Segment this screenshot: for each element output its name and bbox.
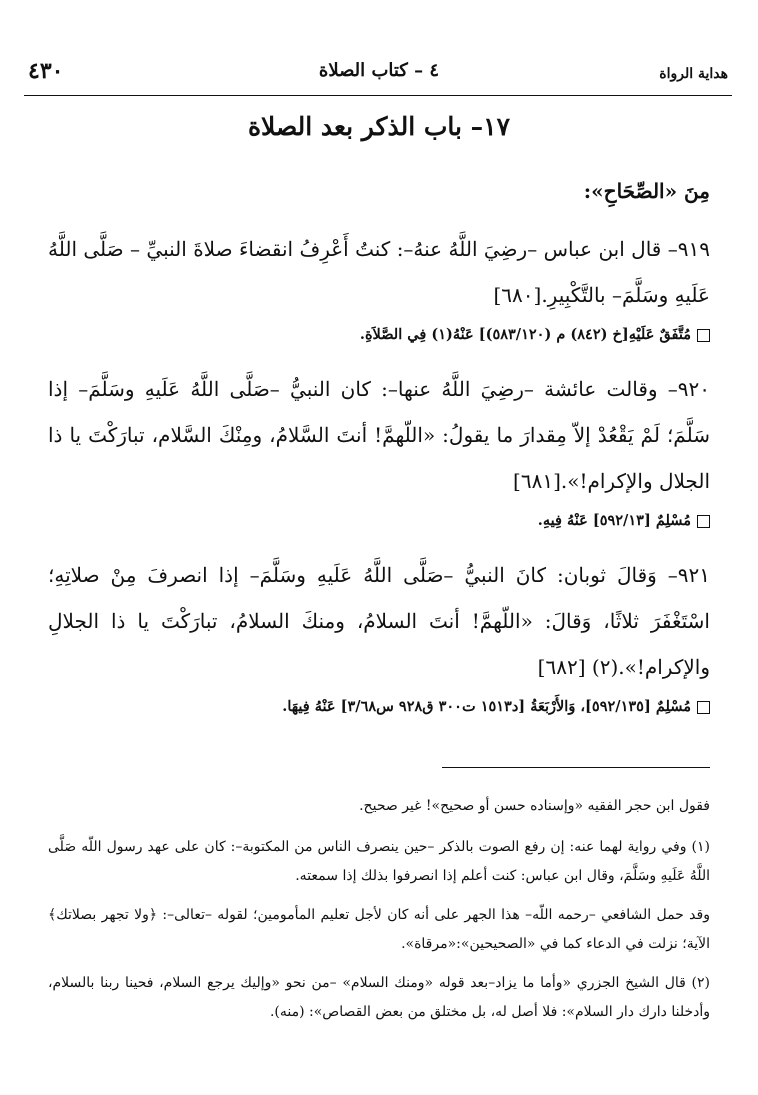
header-divider bbox=[24, 95, 732, 96]
footnote-1-continued: وقد حمل الشافعي –رحمه اللّه– هذا الجهر على أنه كان لأجل تعليم المأمومين؛ لقوله –تعالى–: ﴿ولا تجهر بصلاتك﴾ الآية؛ نزلت في الدعاء كما في «الصحيحين»:«مرقاة». bbox=[48, 907, 710, 952]
chapter-title: ١٧– باب الذكر بعد الصلاة bbox=[247, 112, 511, 141]
takhrij-920 bbox=[48, 506, 710, 536]
footnote-divider bbox=[442, 767, 710, 768]
hadith-919: ٩١٩– قال ابن عباس –رضِيَ اللَّهُ عنهُ–: كنتُ أَعْرِفُ انقضاءَ صلاةَ النبيِّ – صَلَّى اللَّهُ عَلَيهِ وسَلَّمَ– بالتَّكْبِيرِ.[٦٨٠] bbox=[48, 237, 710, 307]
hadith-921: ٩٢١– وَقالَ ثوبان: كانَ النبيُّ –صَلَّى اللَّهُ عَلَيهِ وسَلَّمَ– إذا انصرفَ مِنْ صلاتِهِ؛ اسْتَغْفَرَ ثلاثًا، وَقالَ: «اللّهمَّ! أنتَ السلامُ، ومنكَ السلامُ، تبارَكْتَ يا ذا الجلالِ والإكرام!».(٢) [٦٨٢] bbox=[48, 563, 710, 679]
takhrij-921-text: مُسْلِمٌ [٥٩٢/١٣٥]، وَالأَرْبَعَةُ [د١٥١٣ ت٣٠٠ ق٩٢٨ س٣/٦٨] عَنْهُ فِيهَا. bbox=[282, 698, 691, 715]
page-number: ٤٣٠ bbox=[28, 58, 64, 84]
footnote-continuation: فقول ابن حجر الفقيه «وإسناده حسن أو صحيح»! غير صحيح. bbox=[359, 798, 710, 814]
takhrij-919 bbox=[48, 320, 710, 350]
square-bullet-icon bbox=[697, 329, 710, 342]
main-text bbox=[48, 168, 710, 738]
takhrij-919-text: مُتَّفَقٌ عَلَيْهِ[خ (٨٤٢) م (٥٨٣/١٢٠)] عَنْهُ(١) فِي الصَّلاَةِ. bbox=[359, 326, 691, 343]
running-header-title: ٤ – كتاب الصلاة bbox=[318, 60, 440, 81]
takhrij-921 bbox=[48, 692, 710, 722]
square-bullet-icon bbox=[697, 515, 710, 528]
hadith-920: ٩٢٠– وقالت عائشة –رضِيَ اللَّهُ عنها–: كان النبيُّ –صَلَّى اللَّهُ عَلَيهِ وسَلَّمَ– إذا سَلَّمَ؛ لَمْ يَقْعُدْ إلاّ مِقدارَ ما يقولُ: «اللّهمَّ! أنتَ السَّلامُ، ومِنْكَ السَّلام، تبارَكْتَ يا ذا الجلال والإكرام!».[٦٨١] bbox=[48, 377, 710, 493]
book-name: هداية الرواة bbox=[659, 66, 728, 82]
source-heading: مِنَ «الصِّحَاحِ»: bbox=[583, 179, 710, 203]
footnotes bbox=[48, 792, 710, 1037]
takhrij-920-text: مُسْلِمٌ [٥٩٢/١٣] عَنْهُ فِيهِ. bbox=[537, 512, 691, 529]
footnote-1: (١) وفي رواية لهما عنه: إن رفع الصوت بالذكر –حين ينصرف الناس من المكتوبة–: كان على عهد رسول اللّه صَلَّى اللَّهُ عَلَيهِ وسَلَّمَ، وقال ابن عباس: كنت أعلم إذا انصرفوا بذلك إذا سمعته. bbox=[48, 839, 710, 884]
footnote-2: (٢) قال الشيخ الجزري «وأما ما يزاد–بعد قوله «ومنك السلام» –من نحو «وإليك يرجع السلام، فحينا ربنا بالسلام، وأدخلنا دارك دار السلام»: فلا أصل له، بل مختلق من بعض القصاص»: (منه). bbox=[48, 975, 710, 1020]
square-bullet-icon bbox=[697, 701, 710, 714]
